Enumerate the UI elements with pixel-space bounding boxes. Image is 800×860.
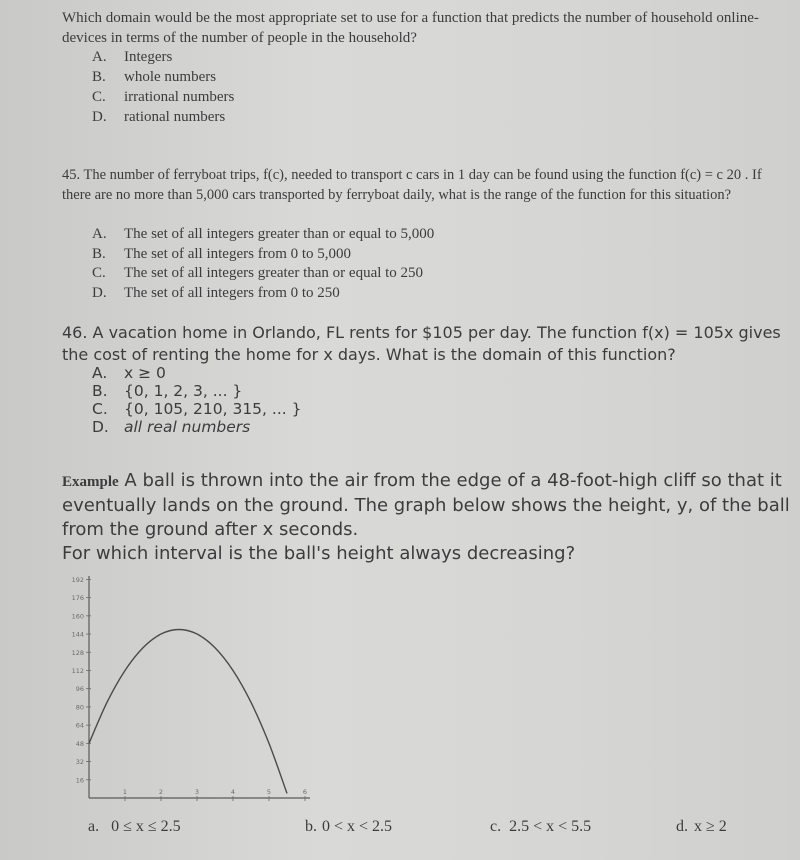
option-c xyxy=(92,87,234,107)
option-letter: D. xyxy=(92,418,109,436)
question-44-options xyxy=(92,47,234,127)
option-text: {0, 105, 210, 315, ... } xyxy=(124,400,302,418)
answer-c xyxy=(490,818,591,836)
option-a xyxy=(92,47,234,67)
option-letter: A. xyxy=(92,226,107,242)
option-text: The set of all integers greater than or equal to 250 xyxy=(124,265,424,281)
answer-text: 2.5 < x < 5.5 xyxy=(509,818,592,835)
option-letter: B. xyxy=(92,382,108,400)
answer-d xyxy=(676,818,727,836)
y-tick-label: 128 xyxy=(71,648,84,657)
x-tick-label: 1 xyxy=(122,788,128,796)
question-45-options xyxy=(92,225,434,303)
answer-letter: d. xyxy=(676,818,688,835)
answer-text: 0 < x < 2.5 xyxy=(322,818,393,835)
answer-letter: c. xyxy=(490,818,502,835)
option-letter: D. xyxy=(92,284,107,301)
y-tick-label: 64 xyxy=(75,721,84,730)
option-text: x ≥ 0 xyxy=(124,364,166,382)
option-letter: C. xyxy=(92,265,106,281)
answer-b xyxy=(305,818,392,836)
answer-text: x ≥ 2 xyxy=(694,818,727,835)
option-letter: D. xyxy=(92,109,107,125)
option-letter: B. xyxy=(92,245,106,262)
question-46-text: 46. A vacation home in Orlando, FL rents for $105 per day. The function f(x) = 105x gives the cost of renting the home for x days. What is the domain of this function? xyxy=(62,323,781,364)
option-text: irrational numbers xyxy=(124,89,235,105)
y-tick-label: 144 xyxy=(71,630,84,639)
option-letter: B. xyxy=(92,69,106,85)
option-a xyxy=(92,364,301,382)
y-tick-label: 192 xyxy=(71,575,84,584)
question-44-text: Which domain would be the most appropriate set to use for a function that predicts the number of household online-devices in terms of the number of people in the household? xyxy=(62,10,759,46)
y-tick-label: 176 xyxy=(71,594,84,603)
option-text: The set of all integers from 0 to 250 xyxy=(124,284,340,301)
y-tick-label: 112 xyxy=(71,666,84,675)
example-answer-choices xyxy=(0,818,800,848)
option-letter: A. xyxy=(92,49,107,65)
option-c xyxy=(92,400,301,418)
option-b xyxy=(92,245,434,265)
answer-letter: a. xyxy=(88,818,100,835)
height-curve xyxy=(89,630,287,794)
x-tick-label: 4 xyxy=(230,788,236,796)
x-tick-label: 2 xyxy=(158,788,164,796)
x-tick-label: 6 xyxy=(302,788,308,796)
option-b xyxy=(92,67,234,87)
y-tick-label: 32 xyxy=(75,758,84,767)
option-letter: C. xyxy=(92,400,108,418)
y-tick-label: 80 xyxy=(75,703,84,712)
answer-letter: b. xyxy=(305,818,317,835)
option-d xyxy=(92,284,434,304)
option-d xyxy=(92,107,234,127)
y-tick-label: 160 xyxy=(71,612,84,621)
option-text: {0, 1, 2, 3, ... } xyxy=(124,382,243,400)
y-tick-label: 96 xyxy=(75,685,84,694)
answer-text: 0 ≤ x ≤ 2.5 xyxy=(111,818,181,835)
height-graph xyxy=(55,568,315,818)
answer-a xyxy=(88,818,181,836)
option-c xyxy=(92,264,434,284)
option-d xyxy=(92,418,301,436)
option-a xyxy=(92,225,434,245)
x-tick-label: 5 xyxy=(266,788,272,796)
question-46-options xyxy=(92,364,301,436)
option-text: rational numbers xyxy=(124,109,226,125)
example-body: A ball is thrown into the air from the edge of a 48-foot-high cliff so that it eventually lands on the ground. The graph below shows the height, y, of the ball from the ground after x seconds. xyxy=(62,470,790,540)
option-text: The set of all integers greater than or equal to 5,000 xyxy=(124,226,435,242)
option-text: all real numbers xyxy=(124,418,251,436)
option-text: The set of all integers from 0 to 5,000 xyxy=(124,245,352,262)
option-text: whole numbers xyxy=(124,69,217,85)
question-45-text: 45. The number of ferryboat trips, f(c), needed to transport c cars in 1 day can be found using the function f(c) = c 20 . If there are no more than 5,000 cars transported by ferryboat daily, what is the range of the function for this situation? xyxy=(62,167,762,203)
x-tick-label: 3 xyxy=(194,788,200,796)
example-label: Example xyxy=(62,474,119,490)
option-letter: C. xyxy=(92,89,106,105)
y-tick-label: 48 xyxy=(75,739,84,748)
example-text xyxy=(62,469,792,566)
option-letter: A. xyxy=(92,364,108,382)
option-text: Integers xyxy=(124,49,173,65)
option-b xyxy=(92,382,301,400)
y-tick-label: 16 xyxy=(75,776,84,785)
example-question: For which interval is the ball's height always decreasing? xyxy=(62,543,576,564)
